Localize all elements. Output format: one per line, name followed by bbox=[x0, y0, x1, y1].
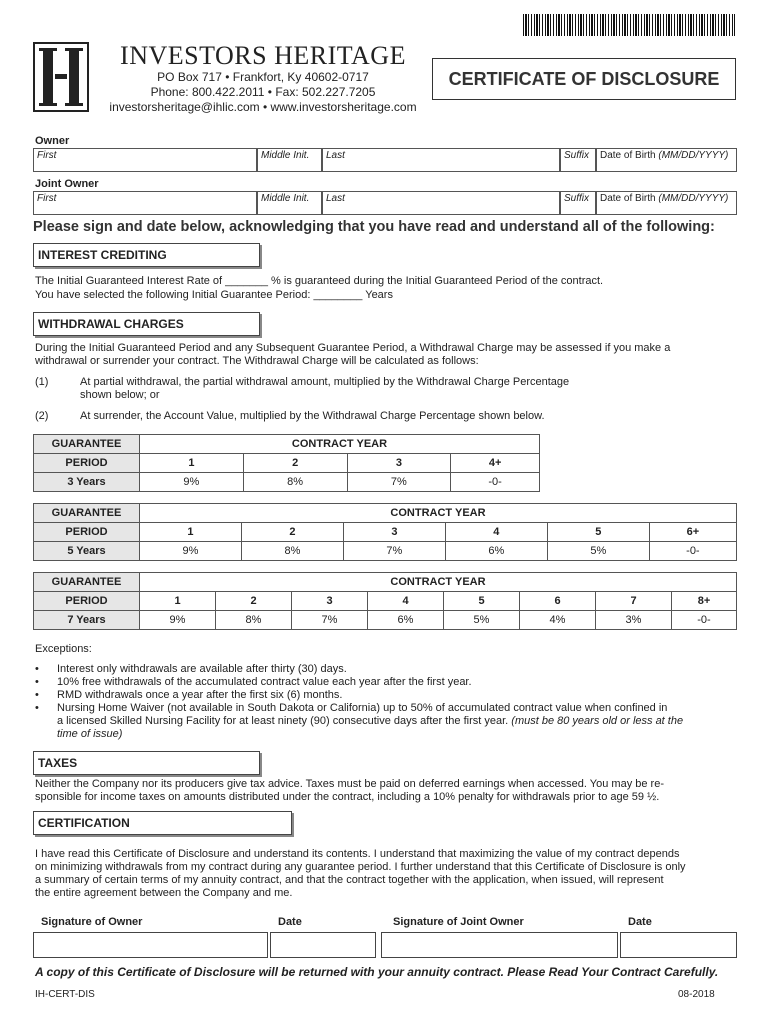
date-2-label: Date bbox=[628, 916, 652, 928]
signature-joint-label: Signature of Joint Owner bbox=[393, 916, 524, 928]
charge-cell: -0- bbox=[649, 542, 736, 561]
year-cell: 3 bbox=[343, 523, 445, 542]
signature-owner-label: Signature of Owner bbox=[41, 916, 143, 928]
date-2-field[interactable] bbox=[620, 932, 737, 958]
instruction-heading: Please sign and date below, acknowledging that you have read and understand all of the following: bbox=[33, 219, 715, 235]
certification-line-4: the entire agreement between the Company and me. bbox=[35, 887, 293, 899]
form-id: IH-CERT-DIS bbox=[35, 989, 95, 1000]
charge-cell: 5% bbox=[547, 542, 649, 561]
charge-cell: -0- bbox=[451, 473, 540, 492]
year-cell: 5 bbox=[444, 592, 520, 611]
charge-cell: 5% bbox=[444, 611, 520, 630]
year-cell: 4 bbox=[368, 592, 444, 611]
exception-text-2: 10% free withdrawals of the accumulated contract value each year after the first year. bbox=[57, 676, 472, 688]
owner-last-field[interactable] bbox=[322, 148, 560, 172]
exception-text-4b-line bbox=[57, 715, 683, 728]
charge-cell: 6% bbox=[368, 611, 444, 630]
owner-suffix-field[interactable] bbox=[560, 148, 596, 172]
item-2-number: (2) bbox=[35, 410, 49, 422]
exception-text-4b: a licensed Skilled Nursing Facility for at least ninety (90) consecutive days after the first year. bbox=[57, 715, 509, 727]
year-cell: 4 bbox=[445, 523, 547, 542]
period-header: PERIOD bbox=[34, 592, 140, 611]
table-5-year bbox=[33, 503, 737, 561]
guarantee-header: GUARANTEE bbox=[34, 435, 140, 454]
certification-line-2: on minimizing withdrawals from my contract during any guarantee period. I further understand that this Certificate of Disclosure is only bbox=[35, 861, 686, 873]
owner-middle-label: Middle Init. bbox=[261, 150, 310, 161]
company-web: investorsheritage@ihlic.com • www.investorsheritage.com bbox=[109, 100, 417, 114]
year-cell: 6 bbox=[520, 592, 596, 611]
charge-cell: 3% bbox=[596, 611, 672, 630]
form-date: 08-2018 bbox=[678, 989, 715, 1000]
section-withdrawal-charges: WITHDRAWAL CHARGES bbox=[33, 312, 260, 336]
interest-line-2: You have selected the following Initial Guarantee Period: ________ Years bbox=[35, 289, 393, 301]
signature-owner-field[interactable] bbox=[33, 932, 268, 958]
footer-note: A copy of this Certificate of Disclosure will be returned with your annuity contract. Please Read Your Contract Carefully. bbox=[35, 965, 719, 979]
withdrawal-intro-2: withdrawal or surrender your contract. The Withdrawal Charge will be calculated as follows: bbox=[35, 355, 479, 367]
item-1-number: (1) bbox=[35, 376, 49, 388]
charge-cell: 9% bbox=[140, 611, 216, 630]
contract-year-header: CONTRACT YEAR bbox=[140, 573, 737, 592]
section-interest-crediting: INTEREST CREDITING bbox=[33, 243, 260, 267]
charge-cell: 4% bbox=[520, 611, 596, 630]
period-label: 3 Years bbox=[34, 473, 140, 492]
company-name: INVESTORS HERITAGE bbox=[120, 41, 406, 70]
contract-year-header: CONTRACT YEAR bbox=[140, 435, 540, 454]
date-1-field[interactable] bbox=[270, 932, 376, 958]
charge-cell: 6% bbox=[445, 542, 547, 561]
guarantee-header: GUARANTEE bbox=[34, 573, 140, 592]
owner-dob-label: Date of Birth bbox=[600, 150, 656, 161]
year-cell: 1 bbox=[140, 592, 216, 611]
joint-last-label: Last bbox=[326, 193, 345, 204]
year-cell: 3 bbox=[347, 454, 451, 473]
exception-text-4a: Nursing Home Waiver (not available in South Dakota or California) up to 50% of accumulated contract value when confined in bbox=[57, 702, 668, 714]
year-cell: 1 bbox=[140, 523, 242, 542]
exceptions-label: Exceptions: bbox=[35, 643, 92, 655]
joint-suffix-label: Suffix bbox=[564, 193, 590, 204]
certification-line-3: a summary of certain terms of my annuity contract, and that the contract together with the application, when issued, will represent bbox=[35, 874, 664, 886]
charge-cell: 7% bbox=[343, 542, 445, 561]
period-header: PERIOD bbox=[34, 454, 140, 473]
owner-first-label: First bbox=[37, 150, 57, 161]
item-1-text-b: shown below; or bbox=[80, 389, 160, 401]
charge-cell: 8% bbox=[241, 542, 343, 561]
period-header: PERIOD bbox=[34, 523, 140, 542]
joint-middle-field[interactable] bbox=[257, 191, 322, 215]
joint-dob-label: Date of Birth bbox=[600, 193, 656, 204]
joint-middle-label: Middle Init. bbox=[261, 193, 310, 204]
certification-line-1: I have read this Certificate of Disclosure and understand its contents. I understand that maximizing the value of my contract depends bbox=[35, 848, 680, 860]
joint-suffix-field[interactable] bbox=[560, 191, 596, 215]
year-cell: 2 bbox=[243, 454, 347, 473]
exception-text-3: RMD withdrawals once a year after the first six (6) months. bbox=[57, 689, 343, 701]
company-info bbox=[108, 42, 418, 115]
table-3-year bbox=[33, 434, 540, 492]
period-label: 7 Years bbox=[34, 611, 140, 630]
document-title: CERTIFICATE OF DISCLOSURE bbox=[432, 58, 736, 100]
owner-last-label: Last bbox=[326, 150, 345, 161]
joint-first-field[interactable] bbox=[33, 191, 257, 215]
owner-suffix-label: Suffix bbox=[564, 150, 590, 161]
taxes-line-2: sponsible for income taxes on amounts distributed under the contract, including a 10% penalty for withdrawals prior to age 59 ½. bbox=[35, 791, 660, 803]
charge-cell: 7% bbox=[347, 473, 451, 492]
charge-cell: 9% bbox=[140, 473, 244, 492]
owner-label: Owner bbox=[35, 135, 70, 147]
charge-cell: -0- bbox=[672, 611, 737, 630]
contract-year-header: CONTRACT YEAR bbox=[140, 504, 737, 523]
joint-first-label: First bbox=[37, 193, 57, 204]
owner-dob-field[interactable] bbox=[596, 148, 737, 172]
company-phone: Phone: 800.422.2011 • Fax: 502.227.7205 bbox=[150, 85, 376, 99]
barcode bbox=[523, 14, 735, 36]
interest-line-1: The Initial Guaranteed Interest Rate of _______ % is guaranteed during the Initial Guaranteed Period of the contract. bbox=[35, 275, 604, 287]
item-1-text-a: At partial withdrawal, the partial withdrawal amount, multiplied by the Withdrawal Charge Percentage bbox=[80, 376, 570, 388]
guarantee-header: GUARANTEE bbox=[34, 504, 140, 523]
joint-dob-format: (MM/DD/YYYY) bbox=[658, 193, 729, 204]
joint-owner-label: Joint Owner bbox=[35, 178, 99, 190]
period-label: 5 Years bbox=[34, 542, 140, 561]
charge-cell: 8% bbox=[216, 611, 292, 630]
date-1-label: Date bbox=[278, 916, 302, 928]
year-cell: 3 bbox=[292, 592, 368, 611]
exception-text-1: Interest only withdrawals are available after thirty (30) days. bbox=[57, 663, 347, 675]
joint-dob-field[interactable] bbox=[596, 191, 737, 215]
owner-first-field[interactable] bbox=[33, 148, 257, 172]
owner-middle-field[interactable] bbox=[257, 148, 322, 172]
year-cell: 1 bbox=[140, 454, 244, 473]
year-cell: 5 bbox=[547, 523, 649, 542]
charge-cell: 7% bbox=[292, 611, 368, 630]
section-certification: CERTIFICATION bbox=[33, 811, 292, 835]
charge-cell: 9% bbox=[140, 542, 242, 561]
year-cell: 8+ bbox=[672, 592, 737, 611]
item-2-text: At surrender, the Account Value, multiplied by the Withdrawal Charge Percentage shown below. bbox=[80, 410, 545, 422]
taxes-line-1: Neither the Company nor its producers give tax advice. Taxes must be paid on deferred earnings when accessed. You may be re- bbox=[35, 778, 664, 790]
year-cell: 6+ bbox=[649, 523, 736, 542]
owner-dob-format: (MM/DD/YYYY) bbox=[658, 150, 729, 161]
year-cell: 7 bbox=[596, 592, 672, 611]
exception-text-4d: time of issue) bbox=[57, 728, 123, 740]
company-address: PO Box 717 • Frankfort, Ky 40602-0717 bbox=[157, 70, 369, 84]
year-cell: 4+ bbox=[451, 454, 540, 473]
withdrawal-intro-1: During the Initial Guaranteed Period and any Subsequent Guarantee Period, a Withdrawal Charge may be assessed if you make a bbox=[35, 342, 671, 354]
company-logo bbox=[33, 42, 89, 112]
joint-last-field[interactable] bbox=[322, 191, 560, 215]
year-cell: 2 bbox=[241, 523, 343, 542]
section-taxes: TAXES bbox=[33, 751, 260, 775]
signature-joint-field[interactable] bbox=[381, 932, 618, 958]
charge-cell: 8% bbox=[243, 473, 347, 492]
table-7-year bbox=[33, 572, 737, 630]
exception-text-4c: (must be 80 years old or less at the bbox=[511, 715, 684, 727]
year-cell: 2 bbox=[216, 592, 292, 611]
